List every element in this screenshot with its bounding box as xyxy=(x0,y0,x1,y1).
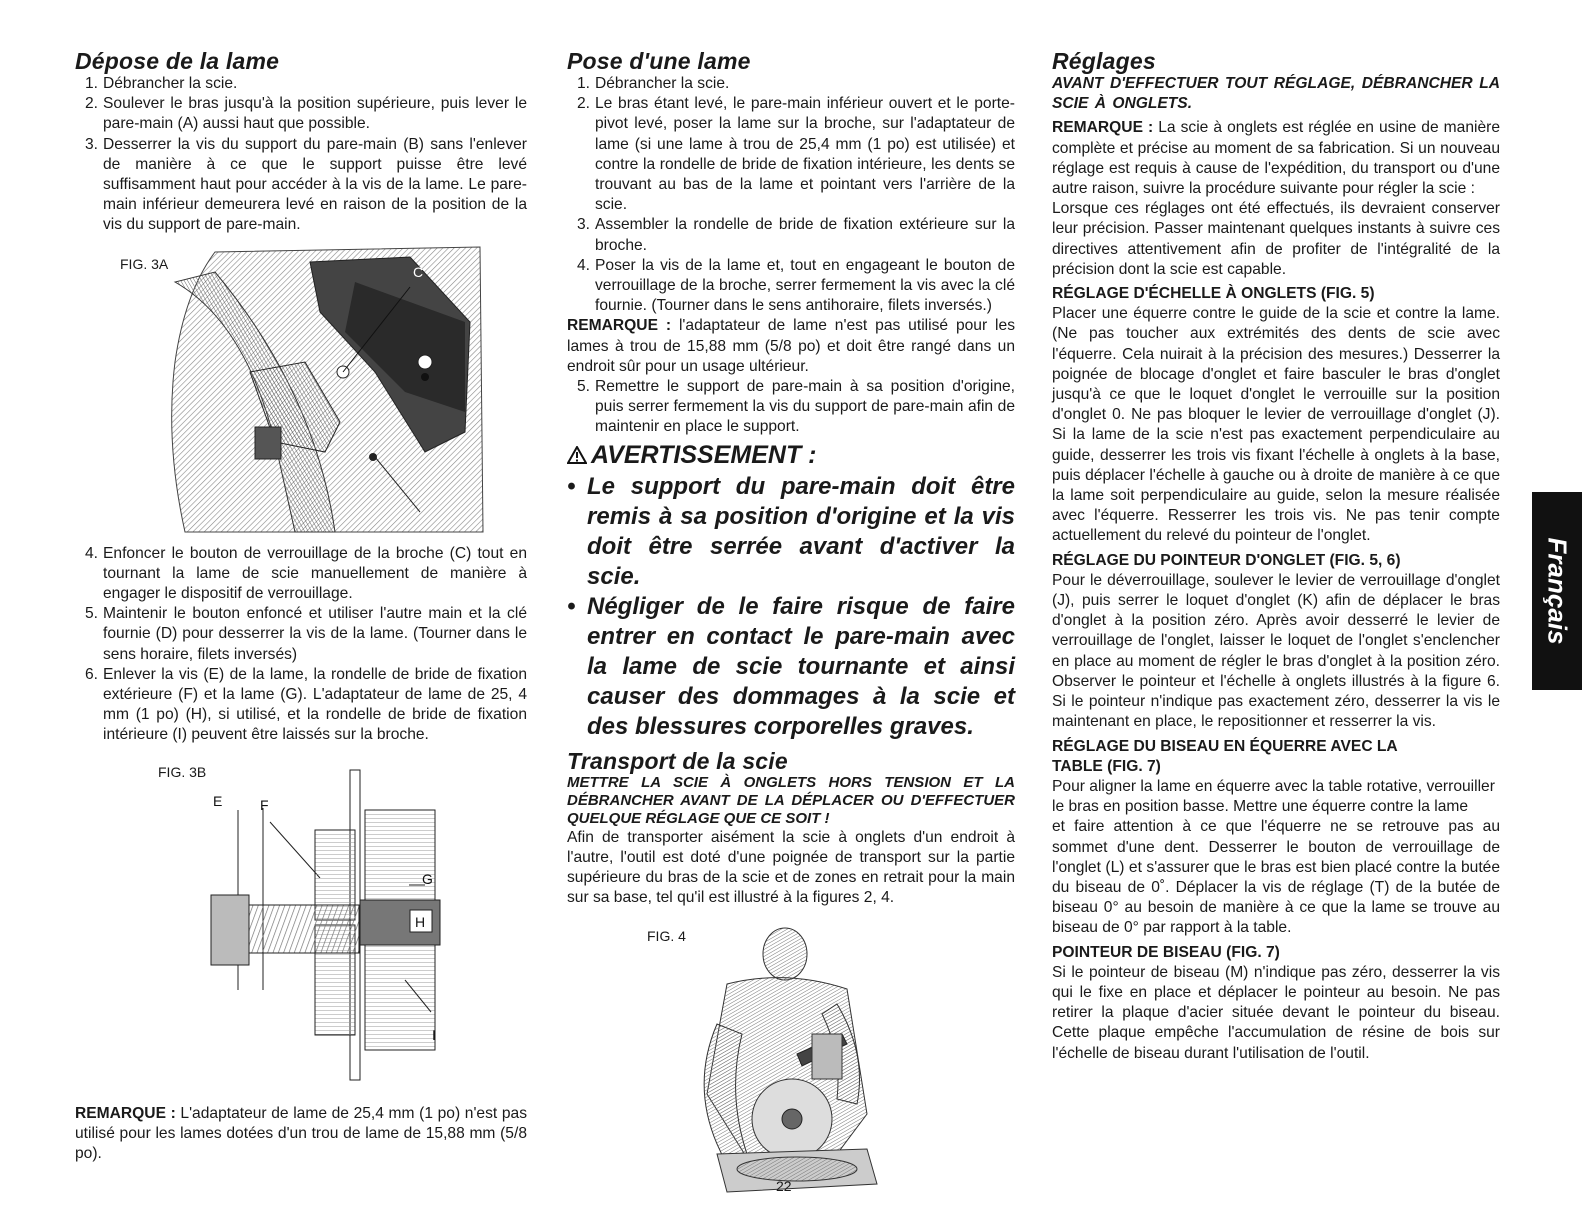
list-item: 2. Soulever le bras jusqu'à la position supérieure, puis lever le pare-main (A) aussi haut que possible. xyxy=(85,95,527,133)
transport-caution: METTRE LA SCIE À ONGLETS HORS TENSION ET LA DÉBRANCHER AVANT DE LA DÉPLACER OU D'EFFECTUER QUELQUE RÉGLAGE QUE CE SOIT ! xyxy=(567,773,1015,827)
list-item: 6. Enlever la vis (E) de la lame, la rondelle de bride de fixation extérieure (F) et la lame (G). L'adaptateur de lame de 25, 4 mm (1 po) (H), si utilisé, et la rondelle de bride de fixation intérieure (I) peuvent être laissés sur la broche. xyxy=(85,665,527,744)
warning-triangle-icon xyxy=(567,446,587,464)
column-reglages xyxy=(1052,48,1500,1064)
steps-pose-a xyxy=(567,74,1015,316)
warning-item: • Négliger de le faire risque de faire entrer en contact le pare-main avec la lame de scie tournante et ainsi causer des dommages à la scie et des blessures corporelles graves. xyxy=(567,592,1015,740)
transport-text: Afin de transporter aisément la scie à onglets d'un endroit à l'autre, l'outil est doté d'une poignée de transport sur la partie supérieure du bras de la scie et de zones en retrait pour la main sur sa base, tel qu'il est illustré à la figures 2, 4. xyxy=(567,828,1015,907)
pointeur-biseau-text: Si le pointeur de biseau (M) n'indique pas zéro, desserrer la vis qui le fixe en place et déplacer le pointeur au besoin. Ne pas retirer la plaque d'acier située devant le pointeur du biseau. Cette plaque empêche l'accumulation de résine de bois sur l'échelle de biseau durant l'utilisation de l'outil. xyxy=(1052,963,1500,1062)
callout-f: F xyxy=(260,796,269,813)
figure-3a-illustration xyxy=(75,242,527,544)
warning-list xyxy=(567,472,1015,742)
steps-depose-b xyxy=(75,544,527,746)
warning-item: • Le support du pare-main doit être remis à sa position d'origine et la vis doit être serrée avant d'activer la scie. xyxy=(567,472,1015,590)
callout-g: G xyxy=(422,870,433,887)
heading-echelle-onglets: RÉGLAGE D'ÉCHELLE À ONGLETS (FIG. 5) xyxy=(1052,285,1375,303)
remarque-reglages: REMARQUE : La scie à onglets est réglée en usine de manière complète et précise au moment de sa fabrication. Si un nouveau réglage est requis à cause de l'expédition, du transport ou d'une autre raison, suivre la procédure suivante pour régler la scie : xyxy=(1052,119,1501,198)
figure-4-label: FIG. 4 xyxy=(647,928,686,945)
biseau-equerre-text-a: Pour aligner la lame en équerre avec la table rotative, verrouiller le bras en position basse. Mettre une équerre contre la lame xyxy=(1052,777,1495,816)
steps-pose-b xyxy=(567,377,1015,438)
list-item: 1. Débrancher la scie. xyxy=(85,75,238,92)
remarque-depose: REMARQUE : L'adaptateur de lame de 25,4 mm (1 po) n'est pas utilisé pour les lames dotées d'un trou de lame de 15,88 mm (5/8 po). xyxy=(75,1104,527,1163)
remarque-pose: REMARQUE : l'adaptateur de lame n'est pas utilisé pour les lames à trou de 15,88 mm (5/8 po) et doit être rangé dans un endroit sûr pour un usage ultérieur. xyxy=(567,317,1015,375)
list-item: 3. Assembler la rondelle de bride de fixation extérieure sur la broche. xyxy=(577,216,1015,254)
figure-3a-label: FIG. 3A xyxy=(120,255,169,272)
heading-biseau-equerre: RÉGLAGE DU BISEAU EN ÉQUERRE AVEC LA TABLE (FIG. 7) xyxy=(1052,737,1398,775)
list-item: 4. Enfoncer le bouton de verrouillage de la broche (C) tout en tournant la lame de scie manuellement de manière à engager le dispositif de verrouillage. xyxy=(85,544,527,603)
callout-i: I xyxy=(432,1026,436,1043)
figure-3b-label: FIG. 3B xyxy=(158,763,207,780)
list-item: 2. Le bras étant levé, le pare-main inférieur ouvert et le porte-pivot levé, poser la lame sur la broche, sur l'adaptateur de lame (si une lame à trou de 25,4 mm (1 po) est utilisée) et contre la rondelle de bride de fixation intérieure, les dents se trouvant au bas de la lame et pointant vers l'arrière de la scie. xyxy=(577,95,1015,214)
warning-heading: AVERTISSEMENT : xyxy=(567,440,1015,470)
figure-3b xyxy=(75,750,527,1104)
callout-h: H xyxy=(415,913,426,930)
steps-depose-a xyxy=(75,74,527,236)
figure-4 xyxy=(567,914,1015,1204)
page-number: 22 xyxy=(776,1178,792,1194)
callout-e: E xyxy=(213,792,223,809)
column-pose xyxy=(567,48,1015,1204)
section-title-reglages: Réglages xyxy=(1052,48,1156,74)
section-title-depose: Dépose de la lame xyxy=(75,48,280,74)
list-item: 3. Desserrer la vis du support du pare-main (B) sans l'enlever de manière à ce que le support puisse être levé suffisamment haut pour accéder à la vis de la lame. Le pare-main inférieur demeurera levé en raison de la position de la vis du support de pare-main. xyxy=(85,135,527,234)
reglages-para: Lorsque ces réglages ont été effectués, ils devraient conserver leur précision. Passer maintenant quelques instants à suivre ces directives attentivement afin de profiter de l'intégralité de la précision dont la scie est capable. xyxy=(1052,200,1500,278)
list-item: 4. Poser la vis de la lame et, tout en engageant le bouton de verrouillage de la broche, serrer fermement la vis avec la clé fournie. (Tourner dans le sens antihoraire, filets inversés.) xyxy=(577,256,1015,315)
figure-3b-illustration xyxy=(75,750,527,1104)
list-item: 1. Débrancher la scie. xyxy=(577,75,730,92)
language-tab: Français xyxy=(1532,492,1582,690)
echelle-onglets-text: Placer une équerre contre le guide de la scie et contre la lame. (Ne pas toucher aux extrémités des dents de scie avec l'équerre. Cela nuirait à la précision des mesures.) Desserrer la poignée de blocage d'onglet et faire basculer le bras d'onglet jusqu'à ce que le loquet d'onglet le verrouille sur la position d'onglet 0. Ne pas bloquer le levier de verrouillage d'onglet (J). Si la lame de la scie n'est pas exactement perpendiculaire au guide, desserrer les trois vis fixant l'échelle à onglets à la base, puis déplacer l'échelle à gauche ou à droite de manière à ce que la lame soit perpendiculaire au guide, selon la mesure réalisée avec l'équerre. Resserrer les trois vis. Ne pas tenir compte actuellement du relevé du pointeur de l'onglet. xyxy=(1052,305,1500,545)
figure-3a xyxy=(75,242,527,544)
figure-4-illustration xyxy=(567,914,1015,1204)
biseau-equerre-text-b: et faire attention à ce que l'équerre ne se retrouve pas au sommet d'une dent. Desserrer le bouton de verrouillage de l'onglet (L) et s'assurer que le bras est bien placé contre la butée du biseau de 0˚. Déplacer la vis de réglage (T) de la butée de biseau 0° au besoin de manière à ce que la lame se trouve au biseau de 0° par rapport à la table. xyxy=(1052,818,1500,937)
section-title-pose: Pose d'une lame xyxy=(567,48,751,74)
heading-pointeur-onglet: RÉGLAGE DU POINTEUR D'ONGLET (FIG. 5, 6) xyxy=(1052,551,1401,569)
callout-c: C xyxy=(413,263,424,280)
list-item: 5. Maintenir le bouton enfoncé et utiliser l'autre main et la clé fournie (D) pour desserrer la vis de la lame. (Tourner dans le sens horaire, filets inversés) xyxy=(85,605,527,663)
heading-pointeur-biseau: POINTEUR DE BISEAU (FIG. 7) xyxy=(1052,943,1280,961)
column-depose xyxy=(75,48,527,1164)
list-item: 5. Remettre le support de pare-main à sa position d'origine, puis serrer fermement la vis du support de pare-main afin de maintenir en place le support. xyxy=(577,378,1015,436)
pointeur-onglet-text: Pour le déverrouillage, soulever le levier de verrouillage d'onglet (J), puis serrer le loquet d'onglet (K) afin de déplacer le bras d'onglet à la position zéro. Après avoir desserré le levier de verrouillage de l'onglet, laisser le loquet de l'onglet s'enclencher en place au moment de régler le bras d'onglet à la position zéro. Observer le pointeur et l'échelle à onglets illustrés à la figure 6. Si le pointeur n'indique pas exactement zéro, desserrer la vis le maintenant en place, le repositionner et resserrer la vis. xyxy=(1052,571,1500,731)
reglages-caution: AVANT D'EFFECTUER TOUT RÉGLAGE, DÉBRANCHER LA SCIE À ONGLETS. xyxy=(1052,75,1500,113)
section-title-transport: Transport de la scie xyxy=(567,747,788,774)
